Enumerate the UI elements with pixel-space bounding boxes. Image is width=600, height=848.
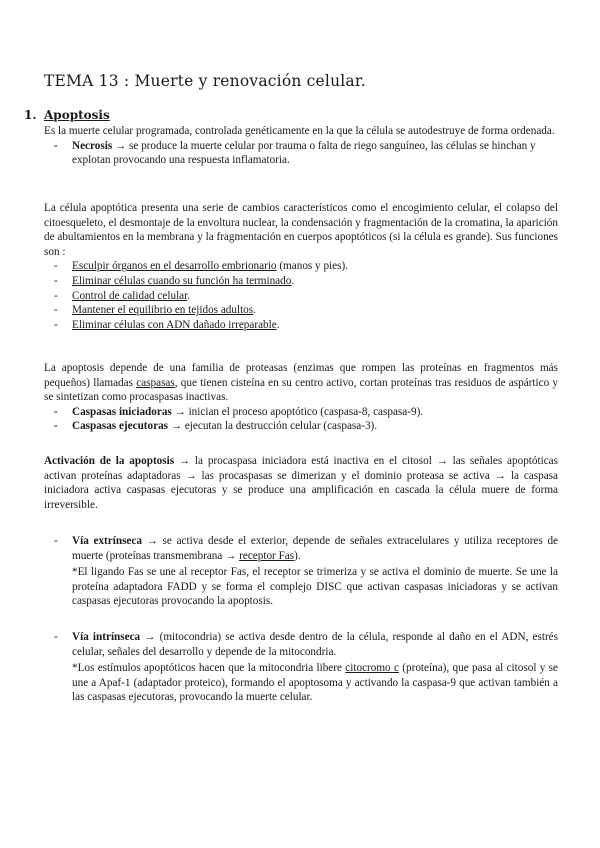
caspase-item: - Caspasas ejecutoras → ejecutan la destrucción celular (caspasa-3). <box>54 420 378 433</box>
term-via-intrinseca: Vía intrínseca <box>72 631 141 643</box>
caspasas-underlined: caspasas <box>136 376 175 389</box>
term-necrosis: Necrosis <box>72 139 113 152</box>
section-number: 1. <box>24 108 37 122</box>
section-intro-block <box>44 124 558 168</box>
activation-paragraph: Activación de la apoptosis → la procaspasa iniciadora está inactiva en el citosol → las señales apoptóticas activan proteínas adaptadoras → las procaspasas se dimerizan y el dominio proteasa se activa → la caspasa iniciadora activa caspasas ejecutoras y se produce una amplificación en cascada la célula muere de forma irreversible. <box>44 455 558 511</box>
term-activacion: Activación de la apoptosis <box>44 455 175 467</box>
apoptotic-cell-paragraph: La célula apoptótica presenta una serie de cambios característicos como el encogimiento celular, el colapso del citoesqueleto, el desmontaje de la envoltura nuclear, la condensación y fragmentación de la cromatina, la aparición de abultamientos en la membrana y la fragmentación en cuerpos apoptóticos (si la célula es grande). Sus funciones son : <box>44 202 558 258</box>
intro-paragraph: Es la muerte celular programada, controlada genéticamente en la que la célula se autodestruye de forma ordenada. <box>44 125 555 137</box>
apoptotic-cell-block <box>44 201 558 332</box>
pathway-extrinsic: - Vía extrínseca → se activa desde el exterior, depende de señales extracelulares y utiliza receptores de muerte (proteínas transmembrana → receptor Fas). *El ligando Fas se une al receptor Fas, el receptor se trimeriza y se activa el dominio de muerte. Se une la proteína adaptadora FADD y se forma el complejo DISC que activan caspasas iniciadoras y se activan caspasas ejecutoras provocando la apoptosis. <box>54 535 558 608</box>
function-underlined: Eliminar células cuando su función ha terminado <box>72 274 292 287</box>
bullet-dash: - <box>54 139 58 152</box>
caspases-paragraph: La apoptosis depende de una familia de proteasas (enzimas que rompen las proteínas en fragmentos más pequeños) llamadas caspasas, que tienen cisteína en su centro activo, cortan proteínas tras residuos de aspártico y se sintetizan como procaspasas inactivas. <box>44 362 558 404</box>
function-underlined: Mantener el equilibrio en tejidos adultos <box>72 304 254 317</box>
function-underlined: Control de calidad celular <box>72 289 188 302</box>
function-item: - Mantener el equilibrio en tejidos adultos. <box>54 304 256 317</box>
function-item: - Eliminar células con ADN dañado irreparable. <box>54 318 280 331</box>
caspases-block <box>44 361 558 434</box>
term-caspasas-ejecutoras: Caspasas ejecutoras <box>72 420 169 433</box>
section-heading: Apoptosis <box>44 108 110 122</box>
page-title: TEMA 13 : Muerte y renovación celular. <box>44 72 366 90</box>
intrinsic-note: *Los estímulos apoptóticos hacen que la mitocondria libere citocromo c (proteína), que pasa al citosol y se une a Apaf-1 (adaptador proteico), formando el apoptosoma y activando la caspasa-9 que activan también a las caspasas ejecutoras, provocando la muerte celular. <box>72 662 558 704</box>
term-caspasas-iniciadoras: Caspasas iniciadoras <box>72 405 172 418</box>
pathway-intrinsic: - Vía intrínseca → (mitocondria) se activa desde dentro de la célula, responde al daño en el ADN, estrés celular, señales del desarrollo y depende de la mitocondria. *Los estímulos apoptóticos hacen que la mitocondria libere citocromo c (proteína), que pasa al citosol y se une a Apaf-1 (adaptador proteico), formando el apoptosoma y activando la caspasa-9 que activan también a las caspasas ejecutoras, provocando la muerte celular. <box>54 631 558 704</box>
necrosis-text: → se produce la muerte celular por trauma o falta de riego sanguíneo, las células se hinchan y explotan provocando una respuesta inflamatoria. <box>72 139 536 167</box>
function-underlined: Esculpir órganos en el desarrollo embrionario <box>72 260 277 273</box>
receptor-fas-underlined: receptor Fas <box>239 549 295 562</box>
list-item-necrosis <box>44 139 558 168</box>
function-item: - Eliminar células cuando su función ha terminado. <box>54 274 295 287</box>
extrinsic-note: *El ligando Fas se une al receptor Fas, el receptor se trimeriza y se activa el dominio de muerte. Se une la proteína adaptadora FADD y se forma el complejo DISC que activan caspasas iniciadoras y se activan caspasas ejecutoras provocando la apoptosis. <box>72 566 558 608</box>
function-underlined: Eliminar células con ADN dañado irreparable <box>72 318 277 331</box>
function-item: - Esculpir órganos en el desarrollo embrionario (manos y pies). <box>54 260 348 273</box>
caspase-item: - Caspasas iniciadoras → inician el proceso apoptótico (caspasa-8, caspasa-9). <box>54 405 424 418</box>
function-item: - Control de calidad celular. <box>54 289 191 302</box>
citocromo-underlined: citocromo c <box>345 662 399 675</box>
term-via-extrinseca: Vía extrínseca <box>72 535 142 547</box>
